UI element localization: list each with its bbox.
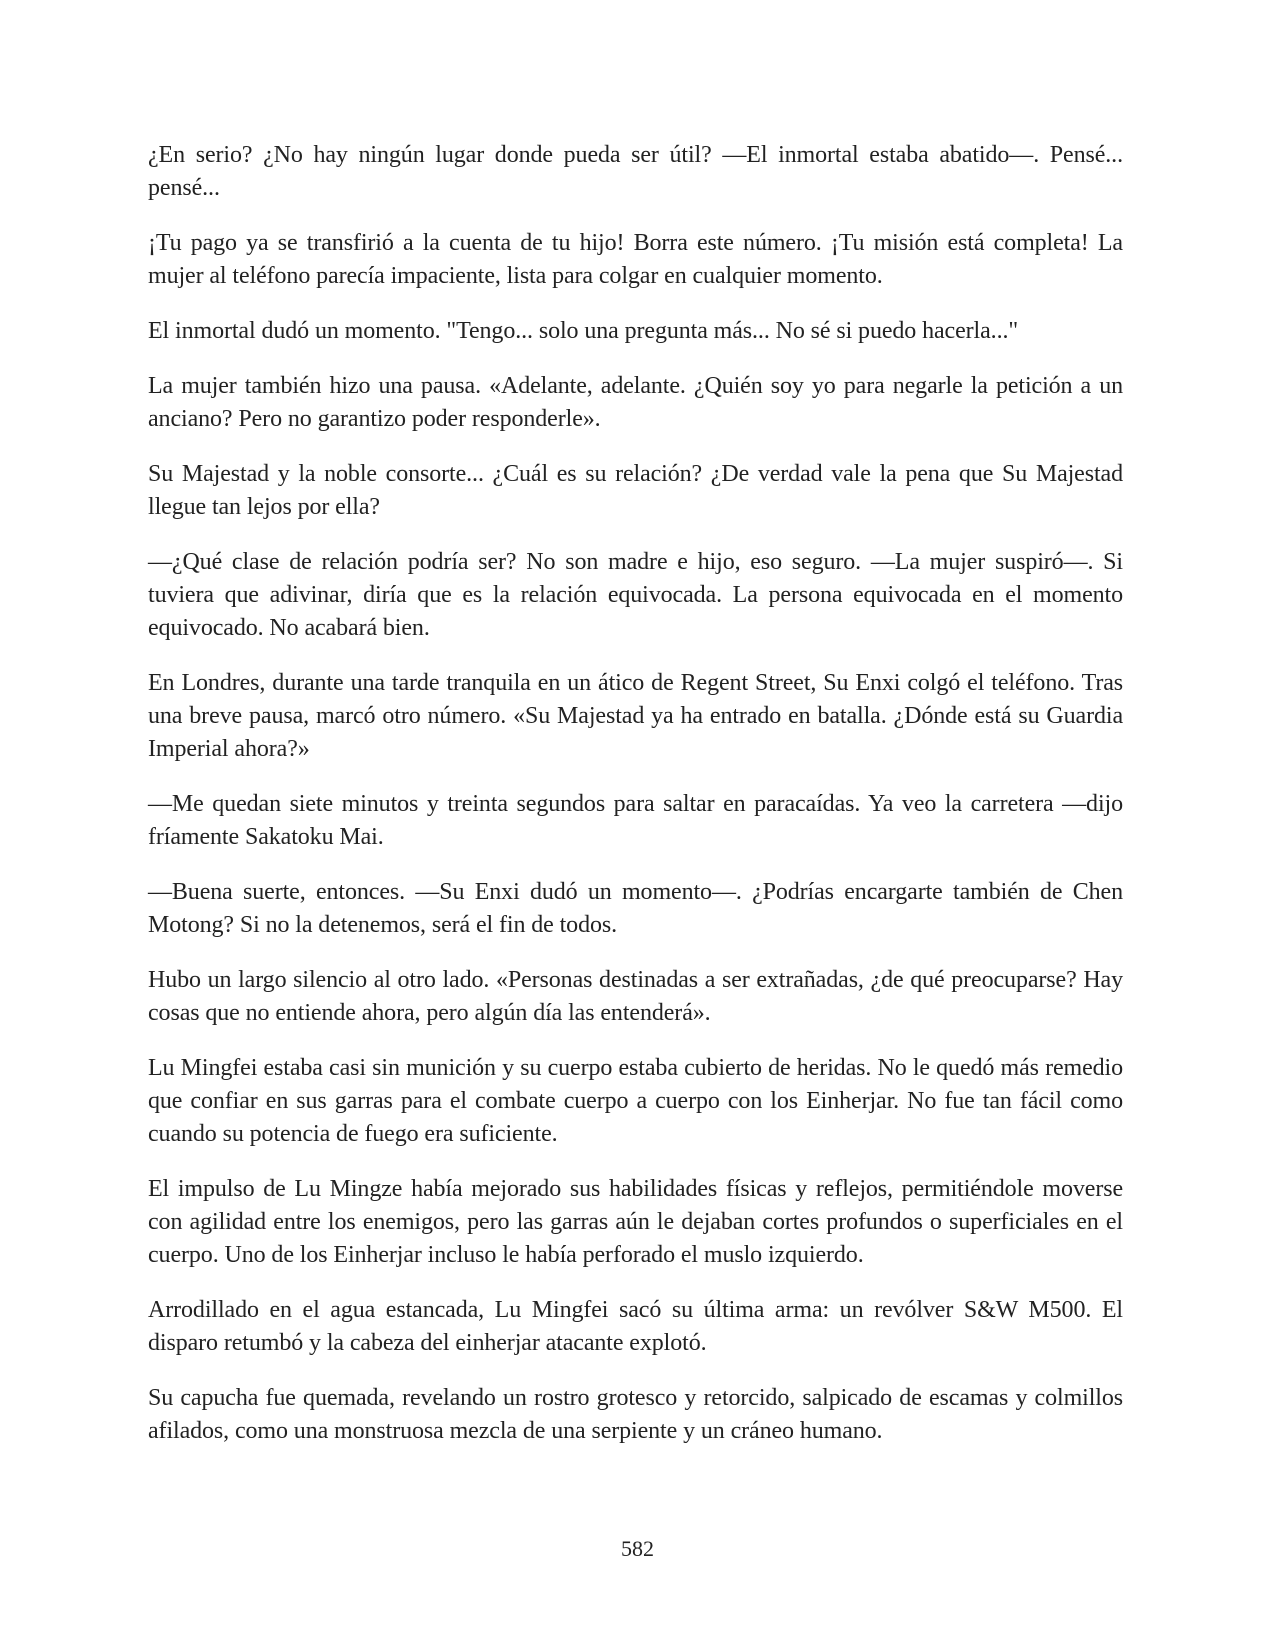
paragraph: La mujer también hizo una pausa. «Adelante, adelante. ¿Quién soy yo para negarle la petición a un anciano? Pero no garantizo poder responderle». [148,373,1123,432]
paragraph: —¿Qué clase de relación podría ser? No son madre e hijo, eso seguro. —La mujer suspiró—. Si tuviera que adivinar, diría que es la relación equivocada. La persona equivocada en el momento equivocado. No acabará bien. [148,549,1123,641]
page-number: 582 [621,1536,654,1561]
paragraph: —Buena suerte, entonces. —Su Enxi dudó un momento—. ¿Podrías encargarte también de Chen Motong? Si no la detenemos, será el fin de todos. [148,879,1123,938]
paragraph: Arrodillado en el agua estancada, Lu Mingfei sacó su última arma: un revólver S&W M500. El disparo retumbó y la cabeza del einherjar atacante explotó. [148,1297,1123,1356]
paragraph: Su Majestad y la noble consorte... ¿Cuál es su relación? ¿De verdad vale la pena que Su Majestad llegue tan lejos por ella? [148,461,1123,520]
paragraph: El inmortal dudó un momento. "Tengo... solo una pregunta más... No sé si puedo hacerla..." [148,318,1019,344]
paragraph: El impulso de Lu Mingze había mejorado sus habilidades físicas y reflejos, permitiéndole moverse con agilidad entre los enemigos, pero las garras aún le dejaban cortes profundos o superficiales en el cuerpo. Uno de los Einherjar incluso le había perforado el muslo izquierdo. [148,1176,1123,1268]
paragraph: ¿En serio? ¿No hay ningún lugar donde pueda ser útil? —El inmortal estaba abatido—. Pensé... pensé... [148,142,1123,201]
paragraph: Su capucha fue quemada, revelando un rostro grotesco y retorcido, salpicado de escamas y colmillos afilados, como una monstruosa mezcla de una serpiente y un cráneo humano. [148,1385,1123,1444]
paragraph: ¡Tu pago ya se transfirió a la cuenta de tu hijo! Borra este número. ¡Tu misión está completa! La mujer al teléfono parecía impaciente, lista para colgar en cualquier momento. [148,230,1123,289]
page-body [148,139,1123,1470]
paragraph: Lu Mingfei estaba casi sin munición y su cuerpo estaba cubierto de heridas. No le quedó más remedio que confiar en sus garras para el combate cuerpo a cuerpo con los Einherjar. No fue tan fácil como cuando su potencia de fuego era suficiente. [148,1055,1123,1147]
paragraph: En Londres, durante una tarde tranquila en un ático de Regent Street, Su Enxi colgó el teléfono. Tras una breve pausa, marcó otro número. «Su Majestad ya ha entrado en batalla. ¿Dónde está su Guardia Imperial ahora?» [148,670,1123,762]
paragraph: Hubo un largo silencio al otro lado. «Personas destinadas a ser extrañadas, ¿de qué preocuparse? Hay cosas que no entiende ahora, pero algún día las entenderá». [148,967,1123,1026]
paragraph: —Me quedan siete minutos y treinta segundos para saltar en paracaídas. Ya veo la carretera —dijo fríamente Sakatoku Mai. [148,791,1123,850]
